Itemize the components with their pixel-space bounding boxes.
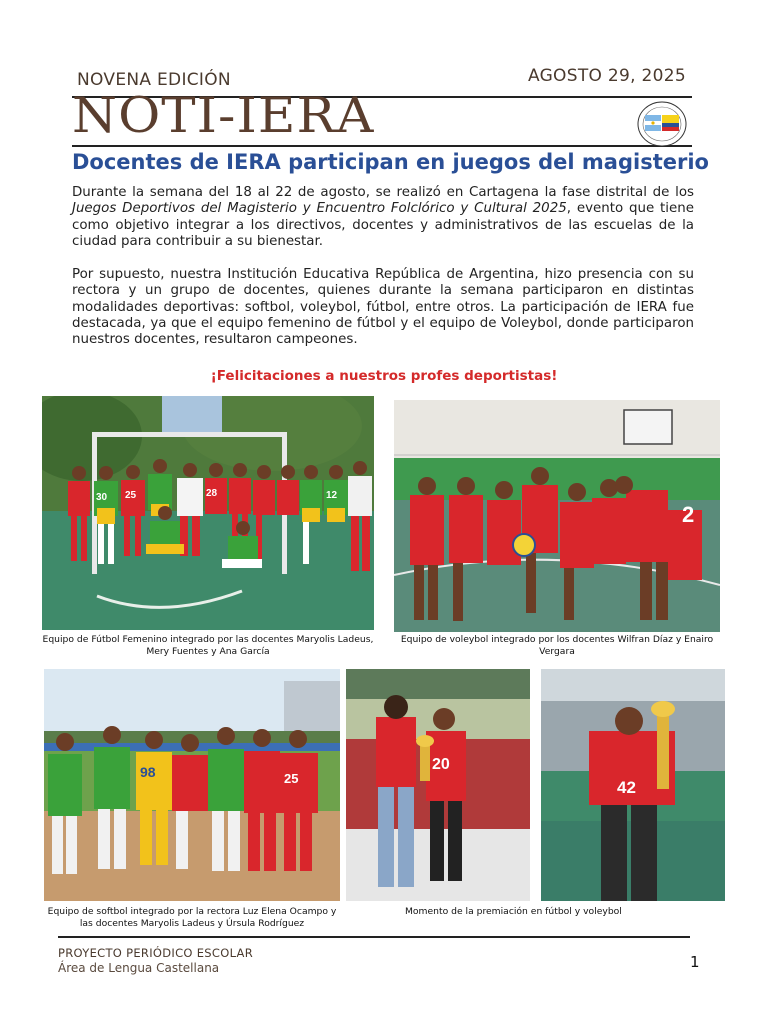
congratulations-line: ¡Felicitaciones a nuestros profes deportistas! bbox=[210, 368, 558, 384]
softball-jersey-number: 98 bbox=[140, 764, 156, 780]
footer-area: Área de Lengua Castellana bbox=[58, 961, 220, 975]
softball-team-photo bbox=[44, 669, 340, 901]
edition-label: NOVENA EDICIÓN bbox=[77, 70, 231, 90]
volleyball-jersey-number: 2 bbox=[682, 502, 695, 527]
softball-photo-caption: Equipo de softbol integrado por la rectora Luz Elena Ocampo y las docentes Maryolis Ladeus y Úrsula Rodríguez bbox=[47, 906, 337, 929]
football-team-photo bbox=[42, 396, 374, 630]
football-photo-caption: Equipo de Fútbol Femenino integrado por las docentes Maryolis Ladeus, Mery Fuentes y Ana García bbox=[42, 634, 374, 657]
article-paragraph-2: Por supuesto, nuestra Institución Educativa República de Argentina, hizo presencia con su rectora y un grupo de docentes, quienes durante la semana participaron en distintas modalidades deportivas: softbol, voleybol, fútbol, entre otros. La participación de IERA fue destacada, ya que el equipo femenino de fútbol y el equipo de Voleybol, donde participaron nuestros docentes, resultaron campeones. bbox=[72, 267, 694, 348]
softball-jersey-number: 25 bbox=[284, 771, 299, 786]
volleyball-award-photo bbox=[541, 669, 725, 901]
article-headline: Docentes de IERA participan en juegos del magisterio bbox=[72, 150, 709, 174]
footer-project: PROYECTO PERIÓDICO ESCOLAR bbox=[58, 946, 253, 960]
football-award-photo bbox=[346, 669, 530, 901]
footer-rule bbox=[58, 936, 690, 938]
masthead-title: NOTI-IERA bbox=[72, 87, 375, 144]
issue-date: AGOSTO 29, 2025 bbox=[527, 66, 686, 86]
event-name: Juegos Deportivos del Magisterio y Encuentro Folclórico y Cultural 2025 bbox=[72, 201, 567, 217]
article-paragraph-1 bbox=[72, 185, 694, 250]
header-rule-bottom bbox=[72, 145, 692, 147]
paragraph-1-end: , evento que tiene como objetivo integrar a los directivos, docentes y administrativos de las escuelas de la ciudad para contribuir a su bienestar. bbox=[72, 201, 694, 249]
paragraph-1-start: Durante la semana del 18 al 22 de agosto, se realizó en Cartagena la fase distrital de los bbox=[72, 185, 694, 200]
volleyball-photo-caption: Equipo de voleybol integrado por los docentes Wilfran Díaz y Enairo Vergara bbox=[400, 634, 714, 657]
football-jersey-number: 25 bbox=[125, 490, 137, 501]
football-jersey-number: 12 bbox=[326, 490, 338, 501]
page-number: 1 bbox=[690, 953, 700, 971]
football-jersey-number: 28 bbox=[206, 488, 218, 499]
volleyball-team-photo bbox=[394, 400, 720, 632]
school-seal-icon bbox=[636, 100, 688, 148]
football-jersey-number: 30 bbox=[96, 492, 108, 503]
award-left-jersey-number: 20 bbox=[432, 756, 450, 773]
award-right-jersey-number: 42 bbox=[617, 778, 636, 797]
awards-photo-caption: Momento de la premiación en fútbol y voleybol bbox=[405, 906, 622, 917]
